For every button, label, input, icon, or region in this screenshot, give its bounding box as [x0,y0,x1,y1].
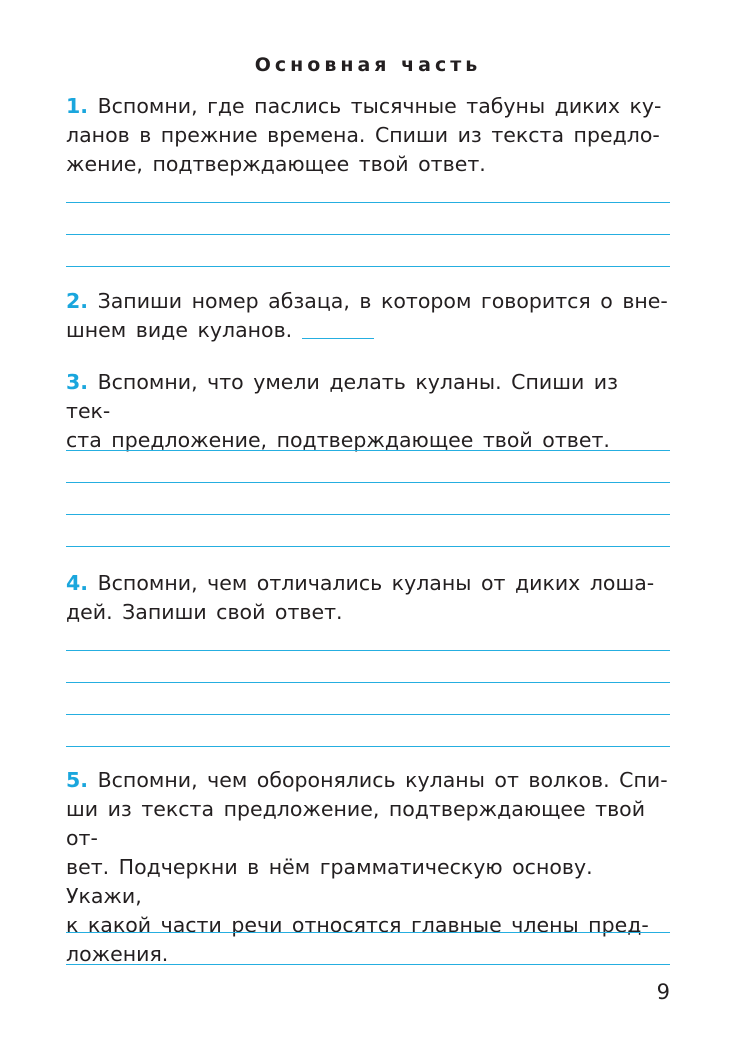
answer-line[interactable] [66,202,670,203]
answer-line[interactable] [66,650,670,651]
task-3-line-1: 3. Вспомни, что умели делать куланы. Спиши из тек- [66,370,619,423]
task-4-number: 4. [66,571,89,595]
page-title: Основная часть [254,54,482,76]
answer-line[interactable] [66,450,670,451]
task-5-line-4: к какой части речи относятся главные члены пред- [66,913,649,937]
task-3-line-2: ста предложение, подтверждающее твой ответ. [66,428,610,452]
answer-line[interactable] [66,546,670,547]
task-3-number: 3. [66,370,89,394]
task-5-number: 5. [66,768,89,792]
task-1-line-2: ланов в прежние времена. Спиши из текста предло- [66,123,660,147]
answer-blank[interactable] [302,338,374,339]
task-1-number: 1. [66,94,89,118]
task-2-number: 2. [66,289,89,313]
task-2 [66,287,670,345]
task-5-line-2: ши из текста предложение, подтверждающее твой от- [66,797,646,850]
task-2-line-2: шнем виде куланов. [66,316,670,345]
task-5-line-3: вет. Подчеркни в нём грамматическую основу. Укажи, [66,855,593,908]
task-3 [66,368,670,455]
answer-line[interactable] [66,482,670,483]
task-1-line-1: 1. Вспомни, где паслись тысячные табуны диких ку- [66,94,662,118]
task-4 [66,569,670,627]
task-5-line-1: 5. Вспомни, чем оборонялись куланы от волков. Спи- [66,768,668,792]
answer-line[interactable] [66,714,670,715]
task-1-line-3: жение, подтверждающее твой ответ. [66,152,486,176]
answer-line[interactable] [66,746,670,747]
answer-line[interactable] [66,266,670,267]
task-2-line-1: 2. Запиши номер абзаца, в котором говорится о вне- [66,289,668,313]
task-4-line-2: дей. Запиши свой ответ. [66,600,343,624]
page-number: 9 [656,980,670,1004]
task-1 [66,92,670,179]
answer-line[interactable] [66,234,670,235]
task-5-line-5: ложения. [66,942,169,966]
answer-line[interactable] [66,682,670,683]
task-4-line-1: 4. Вспомни, чем отличались куланы от диких лоша- [66,571,655,595]
answer-line[interactable] [66,932,670,933]
answer-line[interactable] [66,514,670,515]
answer-line[interactable] [66,964,670,965]
task-5 [66,766,670,969]
